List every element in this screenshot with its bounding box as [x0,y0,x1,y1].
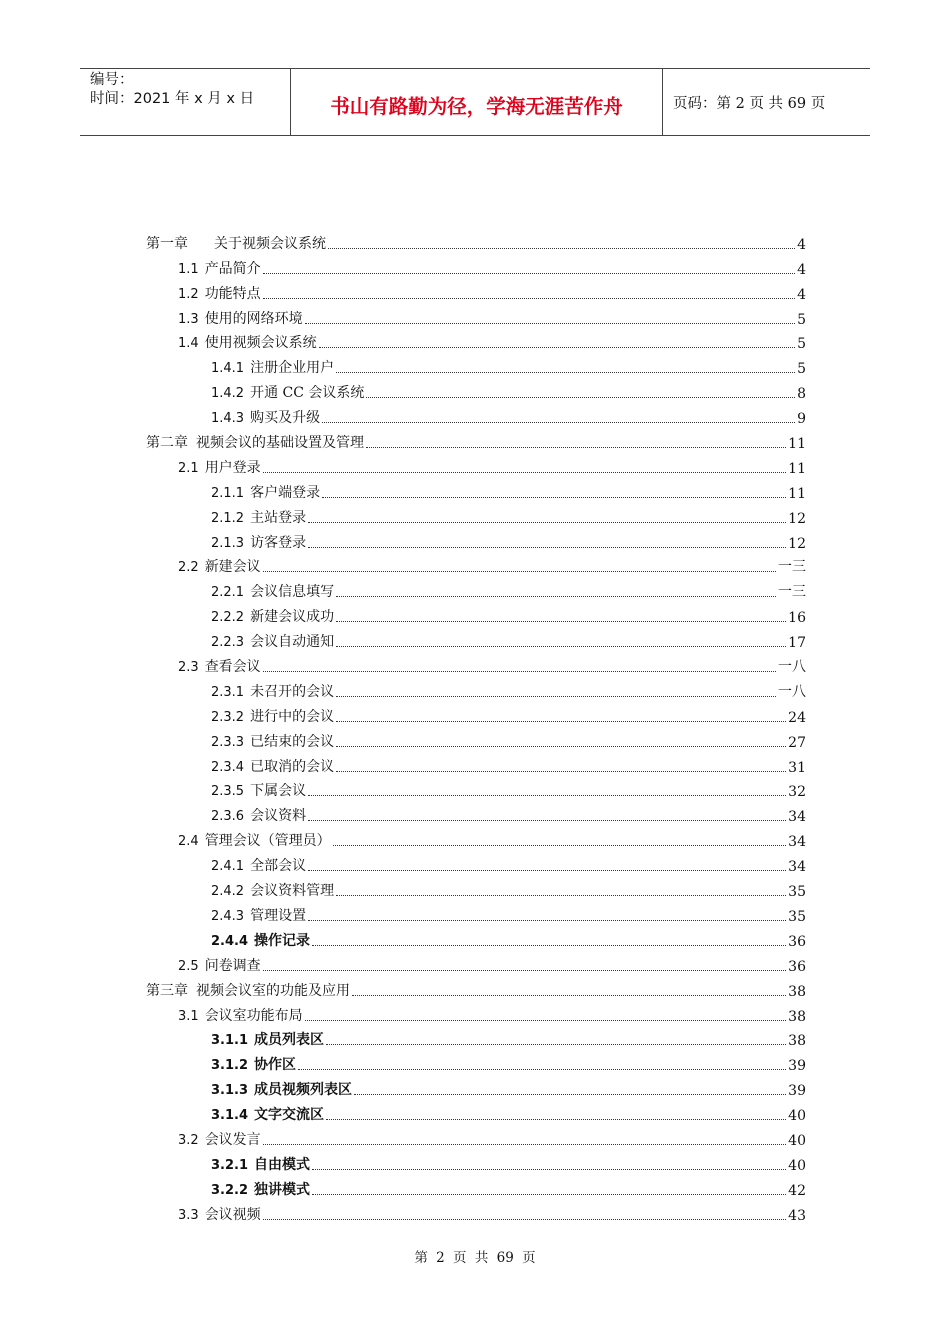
toc-entry-number: 1.2 [178,286,199,302]
toc-entry-page: 40 [788,1132,806,1149]
toc-entry-page: 42 [788,1182,806,1199]
toc-entry-page: 27 [788,734,806,751]
toc-entry[interactable] [211,676,806,701]
toc-entry[interactable] [211,925,806,950]
toc-entry-text: 文字交流区 [254,1107,325,1124]
toc-leader-dots [336,745,786,747]
toc-entry-number: 1.1 [178,261,199,277]
toc-entry[interactable] [211,1049,806,1074]
toc-entry-text: 新建会议 [204,559,261,576]
toc-entry-page: 11 [788,436,806,453]
toc-entry[interactable] [211,1074,806,1099]
toc-entry-number: 1.4.1 [211,361,245,377]
toc-entry-text: 全部会议 [250,858,307,875]
toc-entry-text: 未召开的会议 [250,683,335,700]
toc-entry[interactable] [146,228,806,253]
toc-entry-text: 用户登录 [204,459,261,476]
toc-entry-title [178,308,303,328]
toc-entry-text: 访客登录 [250,534,307,551]
toc-entry-title [211,1154,310,1174]
toc-entry-page: 12 [788,535,806,552]
toc-entry[interactable] [211,1174,806,1199]
toc-entry-text: 开通 CC 会议系统 [250,385,365,402]
toc-entry-title [211,1104,324,1124]
toc-leader-dots [336,595,776,597]
toc-entry[interactable] [178,1124,806,1149]
toc-entry-number: 2.4.4 [211,933,249,949]
toc-entry-title [146,432,364,452]
toc-entry-page: 一三 [778,559,806,576]
toc-entry-text: 独讲模式 [254,1181,311,1198]
toc-entry-page: 8 [797,386,806,403]
toc-leader-dots [308,869,786,871]
toc-entry-title [178,1005,303,1025]
toc-leader-dots [366,446,786,448]
toc-leader-dots [308,794,786,796]
toc-leader-dots [312,944,786,946]
toc-entry-number: 2.3 [178,660,199,676]
toc-entry[interactable] [211,751,806,776]
toc-entry-title [211,482,320,502]
toc-entry[interactable] [211,352,806,377]
toc-entry-text: 已取消的会议 [250,758,335,775]
toc-entry[interactable] [146,975,806,1000]
header-meta [80,69,291,135]
toc-entry-text: 成员列表区 [254,1032,325,1049]
toc-leader-dots [308,546,786,548]
toc-entry[interactable] [211,626,806,651]
toc-entry[interactable] [211,900,806,925]
toc-entry-text: 操作记录 [254,932,311,949]
toc-entry-number: 2.1.3 [211,535,245,551]
toc-entry-title [211,731,334,751]
toc-entry-title [211,606,334,626]
toc-entry-title [211,407,320,427]
toc-entry[interactable] [211,701,806,726]
header-motto: 书山有路勤为径，学海无涯苦作舟 [291,69,663,135]
toc-entry-number: 2.3.5 [211,784,245,800]
toc-entry[interactable] [178,303,806,328]
toc-entry[interactable] [178,328,806,353]
toc-entry[interactable] [211,477,806,502]
toc-entry[interactable] [211,377,806,402]
toc-entry[interactable] [211,1099,806,1124]
toc-entry[interactable] [211,850,806,875]
toc-leader-dots [322,496,786,498]
toc-entry-text: 管理设置 [250,907,307,924]
toc-leader-dots [354,1093,786,1095]
toc-entry-title [178,656,261,676]
toc-entry-number: 1.3 [178,311,199,327]
toc-entry-number: 2.4 [178,834,199,850]
toc-entry-title [211,532,306,552]
toc-leader-dots [308,919,786,921]
toc-leader-dots [322,421,795,423]
toc-entry-title [211,681,334,701]
toc-entry[interactable] [211,776,806,801]
toc-leader-dots [326,1118,786,1120]
toc-entry-number: 3.1.1 [211,1033,249,1049]
toc-entry-page: 43 [788,1207,806,1224]
toc-entry-number: 2.4.1 [211,859,245,875]
toc-entry-number: 2.4.3 [211,908,245,924]
toc-entry-text: 会议自动通知 [250,634,335,651]
toc-entry-page: 4 [797,286,806,303]
toc-entry-page: 36 [788,933,806,950]
toc-entry-number: 2.4.2 [211,884,245,900]
table-of-contents [0,228,950,1224]
toc-entry-title [211,581,334,601]
toc-entry-text: 使用视频会议系统 [204,335,317,352]
toc-entry-number: 2.1.1 [211,485,245,501]
toc-entry-number: 3.1 [178,1008,199,1024]
toc-entry-title [211,382,364,402]
toc-entry-page: 38 [788,983,806,1000]
toc-entry-title [211,507,306,527]
toc-entry-title [211,1029,324,1049]
document-number-label: 编号： [90,72,134,88]
toc-entry-number: 3.2.2 [211,1182,249,1198]
toc-entry-page: 34 [788,834,806,851]
toc-entry-text: 问卷调查 [204,957,261,974]
toc-entry-title [178,830,331,850]
toc-entry-title [211,706,334,726]
toc-entry-page: 32 [788,784,806,801]
toc-entry-text: 下属会议 [250,783,307,800]
toc-entry-page: 5 [797,361,806,378]
toc-leader-dots [305,322,795,324]
toc-entry-text: 进行中的会议 [250,708,335,725]
toc-entry-number: 2.3.6 [211,809,245,825]
toc-leader-dots [333,844,786,846]
toc-entry-title [211,905,306,925]
toc-entry-page: 16 [788,610,806,627]
toc-entry-number: 2.3.4 [211,759,245,775]
toc-leader-dots [263,272,795,274]
toc-entry[interactable] [178,825,806,850]
toc-entry-text: 使用的网络环境 [204,310,303,327]
toc-entry-title [178,556,261,576]
toc-entry[interactable] [211,502,806,527]
toc-entry-page: 24 [788,709,806,726]
toc-entry-title [211,1179,310,1199]
toc-entry[interactable] [211,576,806,601]
document-time: 时间：2021 年 x 月 x 日 [90,91,255,107]
toc-entry-title [178,1204,261,1224]
toc-leader-dots [336,720,786,722]
toc-entry-text: 协作区 [254,1057,297,1074]
toc-leader-dots [308,521,786,523]
toc-entry[interactable] [178,1199,806,1224]
toc-entry-page: 5 [797,336,806,353]
toc-entry[interactable] [211,1025,806,1050]
toc-entry-title [178,1129,261,1149]
toc-entry-title [211,756,334,776]
toc-entry-title [211,880,334,900]
toc-entry-page: 40 [788,1108,806,1125]
toc-entry-number: 第三章 [146,982,188,999]
toc-leader-dots [263,1218,786,1220]
toc-entry-page: 39 [788,1083,806,1100]
toc-leader-dots [336,695,776,697]
toc-entry[interactable] [178,452,806,477]
toc-entry-page: 36 [788,958,806,975]
toc-entry-text: 会议资料 [250,808,307,825]
toc-leader-dots [312,1168,786,1170]
toc-leader-dots [312,1193,786,1195]
toc-entry-title [178,332,317,352]
toc-entry-number: 2.2.2 [211,610,245,626]
toc-entry-title [211,357,334,377]
toc-entry-title [146,980,350,1000]
toc-entry-number: 3.1.3 [211,1083,249,1099]
toc-entry[interactable] [178,253,806,278]
toc-entry-page: 38 [788,1008,806,1025]
toc-leader-dots [352,994,786,996]
toc-entry-number: 1.4.3 [211,411,245,427]
toc-entry[interactable] [178,651,806,676]
toc-leader-dots [263,969,786,971]
toc-leader-dots [336,620,786,622]
toc-leader-dots [366,396,795,398]
toc-entry-page: 9 [797,411,806,428]
toc-entry-number: 2.1 [178,460,199,476]
toc-entry-page: 5 [797,311,806,328]
toc-entry-text: 视频会议室的功能及应用 [196,982,350,999]
toc-entry[interactable] [211,402,806,427]
toc-entry-number: 3.2 [178,1132,199,1148]
toc-entry-text: 管理会议（管理员） [204,833,331,850]
toc-entry-title [178,457,261,477]
toc-entry-page: 4 [797,236,806,253]
toc-entry[interactable] [211,875,806,900]
toc-entry-text: 会议室功能布局 [204,1007,303,1024]
toc-leader-dots [308,819,786,821]
toc-entry[interactable] [178,278,806,303]
toc-entry-page: 31 [788,759,806,776]
toc-entry-title [211,805,306,825]
toc-entry-title [211,631,334,651]
toc-entry[interactable] [146,427,806,452]
toc-entry-page: 38 [788,1033,806,1050]
toc-leader-dots [263,471,786,473]
page-header [80,68,870,136]
toc-leader-dots [263,670,776,672]
toc-entry-text: 会议发言 [204,1131,261,1148]
toc-entry-page: 12 [788,510,806,527]
toc-entry[interactable] [178,950,806,975]
toc-entry-title [146,233,326,253]
toc-leader-dots [305,1019,786,1021]
toc-entry-title [211,855,306,875]
toc-entry-text: 客户端登录 [250,484,321,501]
toc-entry-number: 2.3.2 [211,709,245,725]
toc-entry-text: 购买及升级 [250,410,321,427]
toc-entry-number: 3.1.4 [211,1108,249,1124]
toc-entry[interactable] [211,800,806,825]
toc-entry-text: 产品简介 [204,260,261,277]
toc-leader-dots [336,894,786,896]
toc-leader-dots [298,1068,786,1070]
toc-leader-dots [336,371,795,373]
toc-entry-title [178,283,261,303]
toc-entry-text: 视频会议的基础设置及管理 [196,435,364,452]
toc-entry-number: 2.2.3 [211,635,245,651]
toc-entry-number: 2.1.2 [211,510,245,526]
toc-leader-dots [263,1143,786,1145]
toc-entry-number: 3.1.2 [211,1058,249,1074]
toc-entry[interactable] [211,726,806,751]
toc-entry-number: 2.3.1 [211,684,245,700]
header-page-info: 页码：第 2 页 共 69 页 [673,95,826,112]
toc-entry-number: 1.4 [178,336,199,352]
toc-entry-page: 一八 [778,659,806,676]
toc-leader-dots [319,346,795,348]
toc-entry-text: 成员视频列表区 [254,1082,353,1099]
toc-entry-text: 自由模式 [254,1156,311,1173]
toc-entry-page: 17 [788,635,806,652]
toc-entry-title [211,1079,352,1099]
toc-leader-dots [328,247,795,249]
toc-entry-page: 35 [788,908,806,925]
toc-entry[interactable] [211,601,806,626]
toc-entry-number: 3.3 [178,1207,199,1223]
toc-entry-page: 40 [788,1157,806,1174]
toc-entry-text: 注册企业用户 [250,360,335,377]
toc-entry-title [211,930,310,950]
toc-entry-text: 会议信息填写 [250,584,335,601]
toc-entry-text: 会议视频 [204,1206,261,1223]
toc-entry-number: 2.5 [178,958,199,974]
toc-entry-text: 会议资料管理 [250,883,335,900]
page-footer: 第 2 页 共 69 页 [414,1250,536,1266]
toc-entry-text: 主站登录 [250,509,307,526]
toc-entry-number: 3.2.1 [211,1157,249,1173]
toc-entry-page: 39 [788,1058,806,1075]
toc-entry-page: 35 [788,884,806,901]
toc-entry[interactable] [211,1149,806,1174]
toc-entry-number: 2.3.3 [211,734,245,750]
toc-entry-page: 4 [797,261,806,278]
toc-leader-dots [336,645,786,647]
toc-leader-dots [326,1043,786,1045]
toc-entry-number: 2.2.1 [211,585,245,601]
toc-entry-text: 关于视频会议系统 [214,235,326,252]
toc-entry-page: 一三 [778,584,806,601]
toc-entry-title [178,258,261,278]
toc-entry-number: 2.2 [178,560,199,576]
toc-entry-text: 功能特点 [204,285,261,302]
toc-entry[interactable] [178,1000,806,1025]
toc-entry-page: 34 [788,859,806,876]
toc-entry-page: 11 [788,485,806,502]
toc-leader-dots [263,297,795,299]
toc-entry-title [178,955,261,975]
toc-entry-page: 一八 [778,683,806,700]
toc-entry-text: 新建会议成功 [250,609,335,626]
toc-entry-page: 11 [788,460,806,477]
toc-leader-dots [336,770,786,772]
toc-entry[interactable] [211,527,806,552]
toc-leader-dots [263,570,776,572]
toc-entry-title [211,1054,296,1074]
toc-entry[interactable] [178,552,806,577]
toc-entry-text: 查看会议 [204,659,261,676]
toc-entry-number: 1.4.2 [211,386,245,402]
toc-entry-page: 34 [788,809,806,826]
toc-entry-text: 已结束的会议 [250,733,335,750]
toc-entry-number: 第二章 [146,435,188,452]
toc-entry-title [211,780,306,800]
toc-entry-number: 第一章 [146,235,188,252]
